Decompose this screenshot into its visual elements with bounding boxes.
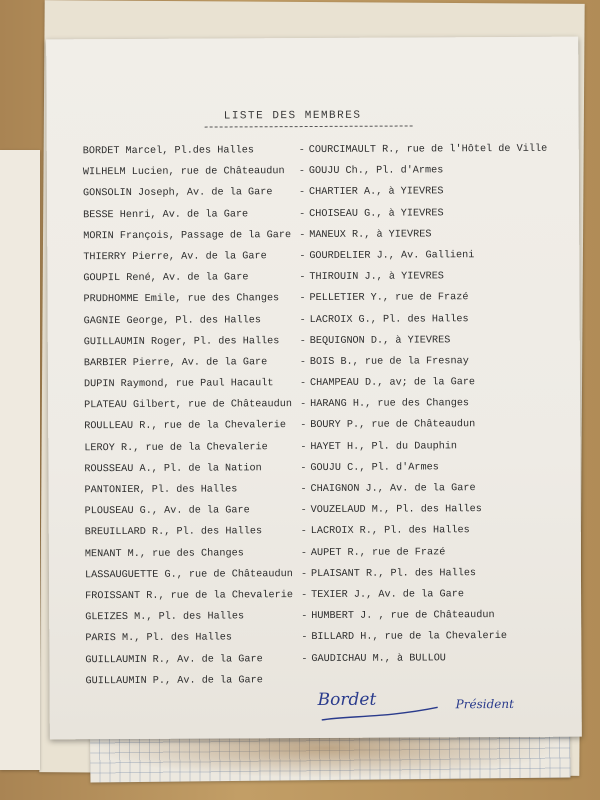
right-member-column: [299, 139, 550, 670]
member-name: BARBIER Pierre, Av. de la Gare: [83, 357, 268, 370]
member-entry: [300, 329, 549, 351]
member-name: FROISSANT R., rue de la Chevalerie: [85, 590, 293, 603]
entry-dash: -: [298, 145, 305, 157]
member-entry: [300, 457, 549, 479]
entry-dash: -: [300, 505, 307, 517]
member-name: GUILLAUMIN P., Av. de la Gare: [85, 674, 263, 687]
member-name: LEROY R., rue de la Chevalerie: [84, 441, 268, 454]
member-name: PLOUSEAU G., Av. de la Gare: [84, 505, 250, 518]
member-entry: [85, 606, 293, 628]
entry-dash: -: [301, 632, 308, 644]
entry-dash: -: [301, 653, 308, 665]
member-name: AUPET R., rue de Frazé: [310, 546, 446, 559]
member-entry: [299, 160, 548, 182]
member-name: PARIS M., Pl. des Halles: [85, 632, 233, 645]
member-name: BOURY P., rue de Châteaudun: [310, 419, 476, 432]
entry-dash: -: [299, 208, 306, 220]
member-name: GLEIZES M., Pl. des Halles: [85, 611, 245, 624]
member-entry: [299, 202, 548, 224]
entry-dash: -: [300, 568, 308, 580]
entry-dash: -: [299, 229, 306, 241]
member-name: GOUJU Ch., Pl. d'Armes: [308, 165, 444, 178]
member-entry: [301, 647, 550, 669]
member-entry: [300, 393, 549, 415]
member-entry: [300, 372, 549, 394]
entry-dash: -: [299, 250, 306, 263]
member-entry: [84, 458, 292, 480]
entry-dash: -: [301, 611, 308, 623]
member-entry: [85, 627, 293, 649]
member-name: THIROUIN J., à YIEVRES: [309, 271, 444, 284]
member-name: HARANG H., rue des Changes: [310, 398, 470, 411]
member-entry: [85, 521, 293, 543]
member-entry: [84, 437, 292, 459]
member-name: CHARTIER A., à YIEVRES: [308, 186, 444, 199]
member-entry: [300, 478, 549, 500]
member-entry: [301, 541, 550, 563]
member-name: PRUDHOMME Emile, rue des Changes: [83, 293, 280, 306]
member-name: CHAMPEAU D., av; de la Gare: [309, 377, 476, 390]
member-name: GAGNIE George, Pl. des Halles: [83, 314, 261, 327]
signature: Bordet: [317, 689, 377, 710]
member-entry: [299, 224, 548, 246]
left-paper-edge: [0, 150, 40, 770]
member-name: GOUPIL René, Av. de la Gare: [83, 272, 249, 285]
member-entry: [84, 331, 292, 353]
member-entry: [299, 139, 548, 161]
member-name: TEXIER J., Av. de la Gare: [311, 589, 464, 601]
member-entry: [84, 310, 292, 332]
member-entry: [301, 605, 550, 627]
entry-dash: -: [299, 335, 306, 347]
member-name: THIERRY Pierre, Av. de la Gare: [83, 251, 267, 264]
member-name: GOURDELIER J., Av. Gallieni: [309, 250, 475, 262]
member-name: BOIS B., rue de la Fresnay: [309, 356, 469, 368]
member-name: LASSAUGUETTE G., rue de Châteaudun: [84, 568, 293, 581]
member-name: GAUDICHAU M., à BULLOU: [311, 652, 446, 665]
member-entry: [85, 649, 293, 671]
entry-dash: -: [300, 420, 307, 432]
member-name: BORDET Marcel, Pl.des Halles: [82, 145, 254, 158]
member-name: GONSOLIN Joseph, Av. de la Gare: [82, 187, 273, 200]
member-entry: [83, 267, 291, 289]
member-name: VOUZELAUD M., Pl. des Halles: [310, 504, 482, 517]
member-name: BEQUIGNON D., à YIEVRES: [309, 334, 451, 347]
member-entry: [83, 140, 291, 162]
member-entry: [301, 584, 550, 606]
member-name: DUPIN Raymond, rue Paul Hacault: [83, 378, 274, 391]
entry-dash: -: [300, 547, 308, 559]
entry-dash: -: [300, 399, 307, 411]
document-title: LISTE DES MEMBRES: [223, 109, 362, 123]
entry-dash: -: [300, 484, 307, 496]
member-name: GUILLAUMIN R., Av. de la Gare: [85, 653, 263, 666]
member-entry: [299, 266, 548, 288]
member-name: MENANT M., rue des Changes: [84, 547, 244, 560]
entry-dash: -: [299, 314, 306, 326]
member-name: HUMBERT J. , rue de Châteaudun: [311, 610, 495, 623]
member-name: PELLETIER Y., rue de Frazé: [309, 292, 469, 305]
member-entry: [300, 435, 549, 457]
member-name: ROUSSEAU A., Pl. de la Nation: [84, 463, 262, 476]
member-entry: [85, 543, 293, 565]
member-entry: [301, 626, 550, 648]
member-name: GOUJU C., Pl. d'Armes: [310, 462, 439, 474]
member-entry: [301, 499, 550, 521]
signature-block: [318, 689, 558, 730]
member-entry: [300, 308, 549, 330]
member-entry: [85, 564, 293, 586]
member-entry: [301, 563, 550, 585]
member-name: BREUILLARD R., Pl. des Halles: [84, 526, 263, 539]
member-entry: [85, 670, 293, 692]
member-name: PLAISANT R., Pl. des Halles: [310, 567, 477, 580]
entry-dash: -: [299, 378, 307, 390]
member-name: ROULLEAU R., rue de la Chevalerie: [84, 420, 286, 433]
member-name: GUILLAUMIN Roger, Pl. des Halles: [83, 335, 280, 348]
member-name: PLATEAU Gilbert, rue de Châteaudun: [84, 399, 292, 412]
member-entry: [84, 373, 292, 395]
members-list-sheet: [46, 37, 582, 740]
member-name: BESSE Henri, Av. de la Gare: [83, 208, 249, 221]
member-name: HAYET H., Pl. du Dauphin: [310, 440, 458, 453]
member-name: LACROIX G., Pl. des Halles: [309, 313, 469, 326]
member-entry: [83, 161, 291, 183]
entry-dash: -: [299, 293, 306, 305]
member-name: WILHELM Lucien, rue de Châteaudun: [82, 166, 285, 179]
member-entry: [85, 500, 293, 522]
entry-dash: -: [299, 356, 307, 368]
member-entry: [84, 479, 292, 501]
member-entry: [83, 204, 291, 226]
left-member-column: [83, 140, 294, 692]
member-entry: [301, 520, 550, 542]
entry-dash: -: [299, 272, 306, 284]
entry-dash: -: [300, 441, 307, 453]
entry-dash: -: [300, 526, 307, 538]
entry-dash: -: [298, 187, 306, 199]
member-entry: [84, 352, 292, 374]
member-entry: [83, 288, 291, 310]
member-entry: [84, 394, 292, 416]
entry-dash: -: [298, 166, 306, 178]
title-underline: [205, 125, 413, 127]
member-entry: [83, 225, 291, 247]
member-name: COURCIMAULT R., rue de l'Hôtel de Ville: [308, 143, 548, 157]
member-entry: [299, 245, 548, 267]
member-entry: [84, 416, 292, 438]
entry-dash: -: [300, 462, 307, 474]
member-name: MORIN François, Passage de la Gare: [83, 229, 292, 242]
member-name: PANTONIER, Pl. des Halles: [84, 484, 238, 497]
member-name: BILLARD H., rue de la Chevalerie: [311, 631, 507, 644]
member-name: CHOISEAU G., à YIEVRES: [309, 207, 444, 220]
member-entry: [83, 182, 291, 204]
member-entry: [300, 414, 549, 436]
member-entry: [85, 585, 293, 607]
member-name: LACROIX R., Pl. des Halles: [310, 525, 470, 538]
member-entry: [299, 181, 548, 203]
member-entry: [299, 287, 548, 309]
member-entry: [300, 351, 549, 373]
member-entry: [83, 246, 291, 268]
member-name: MANEUX R., à YIEVRES: [309, 229, 432, 241]
signature-role: Président: [455, 696, 514, 712]
member-name: CHAIGNON J., Av. de la Gare: [310, 483, 476, 496]
entry-dash: -: [301, 589, 308, 602]
